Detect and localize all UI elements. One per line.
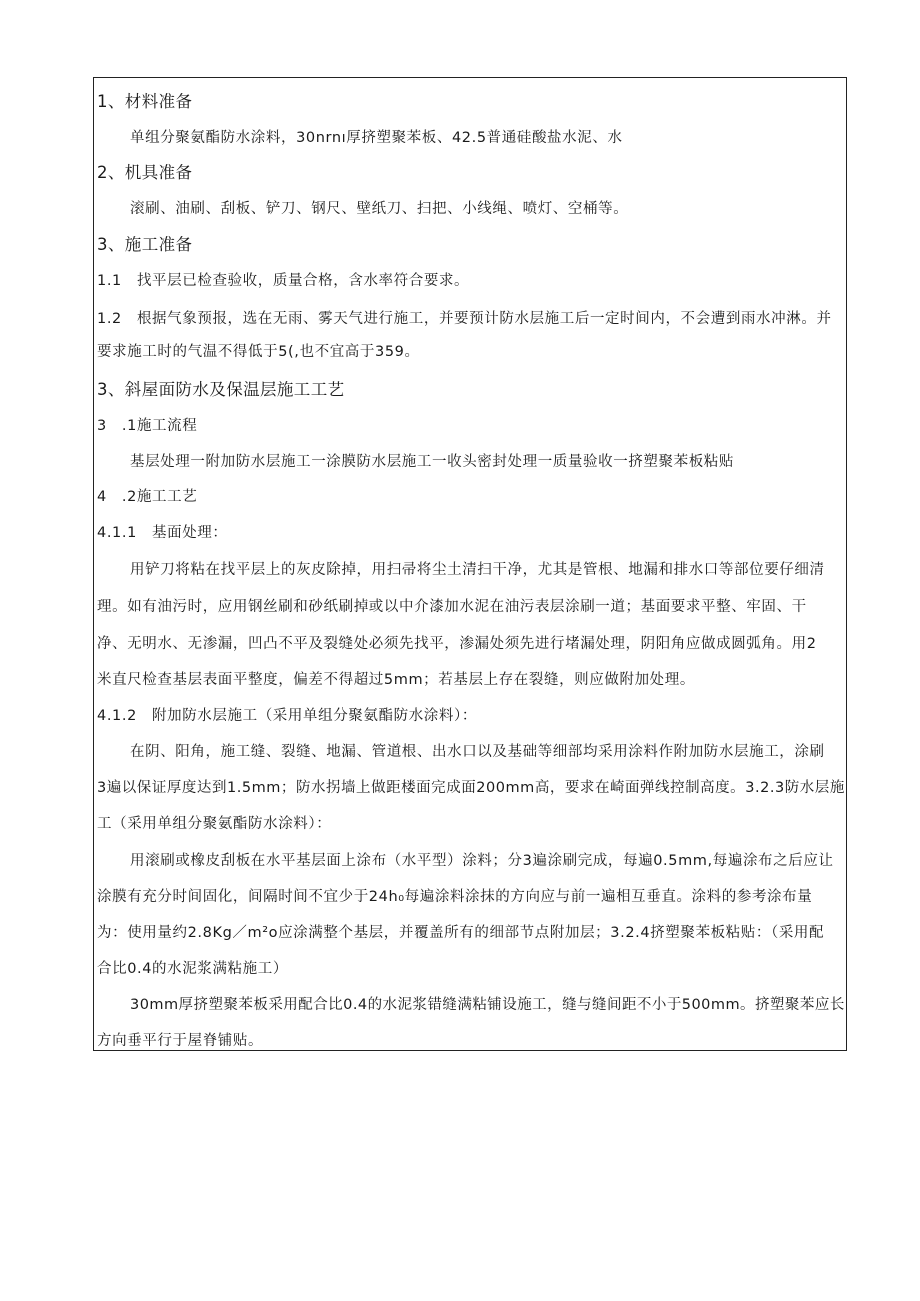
heading-materials: 1、材料准备 (97, 92, 193, 111)
paragraph-board-line2: 方向垂平行于屋脊铺贴。 (97, 1033, 264, 1049)
item-4-1-1: 4.1.1 基面处理： (97, 525, 228, 541)
heading-preparation: 3、施工准备 (97, 235, 193, 254)
subheading-flow: 3 .1施工流程 (97, 418, 198, 434)
paragraph-base-line4: 米直尺检查基层表面平整度，偏差不得超过5mm；若基层上存在裂缝，则应做附加处理。 (97, 672, 695, 688)
paragraph-additional-line3: 工（采用单组分聚氨酯防水涂料）： (97, 816, 332, 832)
materials-text: 单组分聚氨酯防水涂料，30nrnı厚挤塑聚苯板、42.5普通硅酸盐水泥、水 (130, 130, 623, 146)
paragraph-base-line2: 理。如有油污时，应用钢丝刷和砂纸刷掉或以中介漆加水泥在油污表层涂刷一道；基面要求平整、牢固、干 (97, 599, 807, 615)
paragraph-coating-line2: 涂膜有充分时间固化，间隔时间不宜少于24h₀每遍涂料涂抹的方向应与前一遍相互垂直。涂料的参考涂布量 (97, 889, 813, 905)
paragraph-board-line1: 30mm厚挤塑聚苯板采用配合比0.4的水泥浆错缝满粘铺设施工，缝与缝间距不小于500mm。挤塑聚苯应长 (130, 997, 845, 1013)
heading-process: 3、斜屋面防水及保温层施工工艺 (97, 380, 345, 399)
prep-item-1-2-line2: 要求施工时的气温不得低于5(,也不宜高于359。 (97, 344, 420, 360)
paragraph-additional-line1: 在阴、阳角，施工缝、裂缝、地漏、管道根、出水口以及基础等细部均采用涂料作附加防水层施工，涂刷 (130, 744, 825, 760)
flow-text: 基层处理一附加防水层施工一涂膜防水层施工一收头密封处理一质量验收一挤塑聚苯板粘贴 (130, 454, 734, 470)
paragraph-base-line1: 用铲刀将粘在找平层上的灰皮除掉，用扫帚将尘土清扫干净，尤其是管根、地漏和排水口等部位要仔细清 (130, 562, 825, 578)
paragraph-additional-line2: 3遍以保证厚度达到1.5mm；防水拐墙上做距楼面完成面200mm高，要求在崎面弹线控制高度。3.2.3防水层施 (97, 780, 845, 796)
paragraph-coating-line3: 为：使用量约2.8Kg／m²o应涂满整个基层，并覆盖所有的细部节点附加层；3.2.4挤塑聚苯板粘贴：（采用配 (97, 925, 825, 941)
heading-tools: 2、机具准备 (97, 163, 193, 182)
tools-text: 滚刷、油刷、刮板、铲刀、钢尺、壁纸刀、扫把、小线绳、喷灯、空桶等。 (130, 201, 629, 217)
prep-item-1-2-line1: 1.2 根据气象预报，选在无雨、雾天气进行施工，并要预计防水层施工后一定时间内，不会遭到雨水冲淋。并 (97, 311, 832, 327)
item-4-1-2: 4.1.2 附加防水层施工（采用单组分聚氨酯防水涂料）： (97, 708, 477, 724)
paragraph-coating-line4: 合比0.4的水泥浆满粘施工） (97, 961, 288, 977)
paragraph-base-line3: 净、无明水、无渗漏，凹凸不平及裂缝处必须先找平，渗漏处须先进行堵漏处理，阴阳角应做成圆弧角。用2 (97, 636, 817, 652)
prep-item-1-1: 1.1 找平层已检查验收，质量合格，含水率符合要求。 (97, 273, 470, 289)
paragraph-coating-line1: 用滚刷或橡皮刮板在水平基层面上涂布（水平型）涂料；分3遍涂刷完成，每遍0.5mm,每遍涂布之后应让 (130, 853, 834, 869)
subheading-technique: 4 .2施工工艺 (97, 489, 198, 505)
